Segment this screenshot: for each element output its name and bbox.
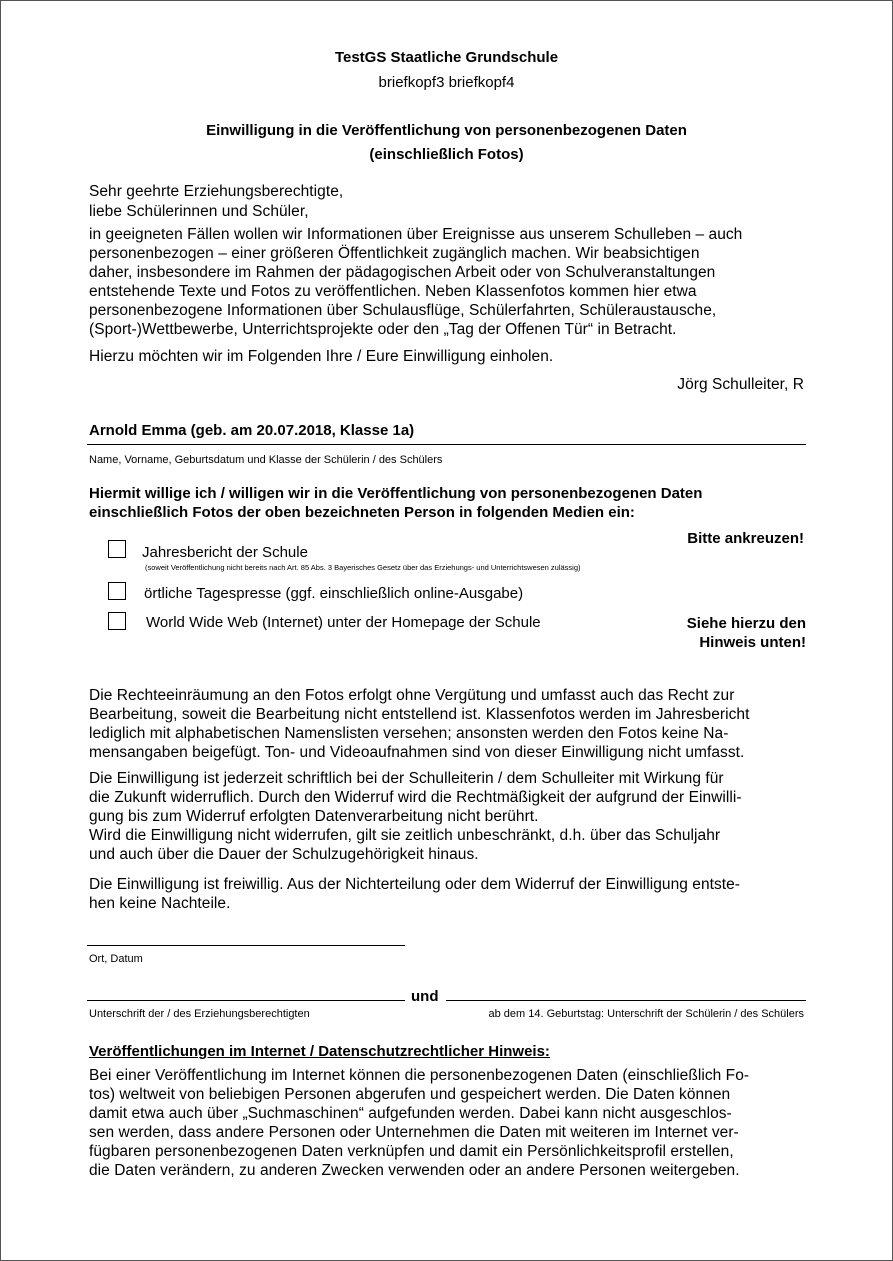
intro-paragraph (89, 225, 804, 339)
letterhead: briefkopf3 briefkopf4 (378, 74, 515, 91)
intro-line: personenbezogene Informationen über Schulausflüge, Schülerfahrten, Schüleraustausche, (89, 302, 717, 319)
revoke-line: Die Einwilligung ist jederzeit schriftlich bei der Schulleiterin / dem Schulleiter mit Wirkung für (89, 770, 724, 787)
and-word: und (411, 988, 439, 1005)
rights-line: mensangaben beigefügt. Ton- und Videoaufnahmen sind von dieser Einwilligung nicht umfasst. (89, 744, 745, 761)
rights-line: Die Rechteeinräumung an den Fotos erfolgt ohne Vergütung und umfasst auch das Recht zur (89, 687, 735, 704)
rights-line: Bearbeitung, soweit die Bearbeitung nicht entstellend ist. Klassenfotos werden im Jahresbericht (89, 706, 750, 723)
signatory: Jörg Schulleiter, R (677, 376, 804, 393)
rights-paragraph (89, 686, 804, 762)
student-field-underline (87, 444, 806, 445)
revoke-line: die Zukunft widerruflich. Durch den Widerruf wird die Rechtmäßigkeit der aufgrund der Einwilli- (89, 789, 742, 806)
document-title-line1: Einwilligung in die Veröffentlichung von personenbezogenen Daten (206, 122, 687, 139)
request-line: Hierzu möchten wir im Folgenden Ihre / Eure Einwilligung einholen. (89, 348, 554, 365)
intro-line: personenbezogen – einer größeren Öffentlichkeit zugänglich machen. Wir beabsichtigen (89, 245, 700, 262)
school-name: TestGS Staatliche Grundschule (334, 49, 559, 66)
document-title-line2: (einschließlich Fotos) (369, 146, 524, 163)
option-label-www: World Wide Web (Internet) unter der Homepage der Schule (146, 614, 541, 631)
notice-line: damit etwa auch über „Suchmaschinen“ aufgefunden werden. Dabei kann nicht ausgeschlos- (89, 1105, 732, 1122)
intro-line: in geeigneten Fällen wollen wir Informationen über Ereignisse aus unserem Schulleben – auch (89, 226, 743, 243)
see-note-line2: Hinweis unten! (699, 634, 806, 651)
intro-line: entstehende Texte und Fotos zu veröffentlichen. Neben Klassenfotos kommen hier etwa (89, 283, 697, 300)
student-signature-caption: ab dem 14. Geburtstag: Unterschrift der Schülerin / des Schülers (488, 1008, 804, 1020)
notice-line: die Daten verändern, zu anderen Zwecken verwenden oder an andere Personen weitergeben. (89, 1162, 740, 1179)
place-date-caption: Ort, Datum (89, 953, 143, 965)
guardian-signature-line[interactable] (87, 1000, 405, 1001)
notice-line: fügbaren personenbezogenen Daten verknüpfen und damit ein Persönlichkeitsprofil erstellen, (89, 1143, 734, 1160)
notice-line: Bei einer Veröffentlichung im Internet können die personenbezogenen Daten (einschließlich Fo- (89, 1067, 750, 1084)
voluntary-line: hen keine Nachteile. (89, 895, 231, 912)
tick-hint: Bitte ankreuzen! (687, 530, 804, 547)
revocation-paragraph (89, 769, 804, 864)
intro-line: daher, insbesondere im Rahmen der pädagogischen Arbeit oder von Schulveranstaltungen (89, 264, 716, 281)
notice-line: sen werden, dass andere Personen oder Unternehmen die Daten mit weiteren im Internet ver- (89, 1124, 739, 1141)
option-checkbox-local-press[interactable] (108, 582, 126, 600)
consent-heading-line1: Hiermit willige ich / willigen wir in die Veröffentlichung von personenbezogenen Daten (89, 485, 703, 502)
see-note-line1: Siehe hierzu den (686, 615, 806, 632)
guardian-signature-caption: Unterschrift der / des Erziehungsberechtigten (89, 1008, 310, 1020)
student-name-field[interactable]: Arnold Emma (geb. am 20.07.2018, Klasse 1a) (89, 422, 415, 439)
salutation-line2: liebe Schülerinnen und Schüler, (89, 203, 309, 220)
option-checkbox-annual-report[interactable] (108, 540, 126, 558)
option-label-annual-report: Jahresbericht der Schule (142, 544, 308, 561)
rights-line: lediglich mit alphabetischen Namenslisten versehen; ansonsten werden den Fotos keine Na- (89, 725, 729, 742)
internet-notice-heading: Veröffentlichungen im Internet / Datenschutzrechtlicher Hinweis: (89, 1043, 550, 1060)
revoke-line: und auch über die Dauer der Schulzugehörigkeit hinaus. (89, 846, 479, 863)
intro-line: (Sport-)Wettbewerbe, Unterrichtsprojekte oder den „Tag der Offenen Tür“ in Betracht. (89, 321, 677, 338)
student-field-caption: Name, Vorname, Geburtsdatum und Klasse der Schülerin / des Schülers (89, 454, 443, 466)
consent-heading-line2: einschließlich Fotos der oben bezeichneten Person in folgenden Medien ein: (89, 504, 635, 521)
salutation-line1: Sehr geehrte Erziehungsberechtigte, (89, 183, 344, 200)
option-note-annual-report: (soweit Veröffentlichung nicht bereits nach Art. 85 Abs. 3 Bayerisches Gesetz über das Erziehungs- und Unterrichtswesen zulässig) (145, 563, 581, 572)
revoke-line: gung bis zum Widerruf erfolgten Datenverarbeitung nicht berührt. (89, 808, 539, 825)
place-date-line[interactable] (87, 945, 405, 946)
option-label-local-press: örtliche Tagespresse (ggf. einschließlich online-Ausgabe) (144, 585, 524, 602)
voluntary-line: Die Einwilligung ist freiwillig. Aus der Nichterteilung oder dem Widerruf der Einwilligung entste- (89, 876, 741, 893)
internet-notice-paragraph (89, 1066, 804, 1180)
student-signature-line[interactable] (446, 1000, 806, 1001)
option-checkbox-www[interactable] (108, 612, 126, 630)
voluntary-paragraph (89, 875, 804, 913)
revoke-line: Wird die Einwilligung nicht widerrufen, gilt sie zeitlich unbeschränkt, d.h. über das Schuljahr (89, 827, 721, 844)
notice-line: tos) weltweit von beliebigen Personen abgerufen und gespeichert werden. Die Daten können (89, 1086, 731, 1103)
